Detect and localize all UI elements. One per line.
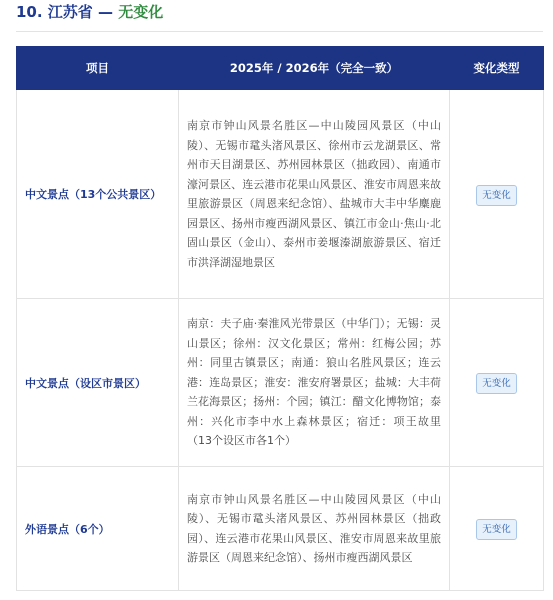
section-divider — [16, 31, 543, 32]
row-content: 南京市钟山风景名胜区—中山陵园风景区（中山陵）、无锡市鼋头渚风景区、徐州市云龙湖景区、常州市天目湖景区、苏州园林景区（拙政园）、南通市濠河景区、连云港市花果山风景区、淮安市周恩来故里旅游景区（周恩来纪念馆）、盐城市大丰中华麋鹿园景区、扬州市瘦西湖风景区、镇江市金山·焦山·北固山景区（金山）、泰州市姜堰溱湖旅游景区、宿迁市洪泽湖湿地景区 — [179, 90, 450, 299]
table-row — [17, 467, 544, 591]
table-row — [17, 90, 544, 299]
row-item-label: 中文景点（设区市景区） — [17, 299, 179, 467]
header-change-type: 变化类型 — [450, 47, 544, 90]
comparison-table — [16, 46, 544, 591]
row-change-type-cell — [450, 299, 544, 467]
section-title-province: 10. 江苏省 — [16, 3, 93, 21]
status-badge: 无变化 — [476, 519, 517, 540]
section-title-dash: — — [92, 3, 119, 21]
header-years: 2025年 / 2026年（完全一致） — [179, 47, 450, 90]
section-title-status: 无变化 — [118, 3, 164, 21]
section-title — [16, 0, 163, 24]
row-content: 南京：夫子庙·秦淮风光带景区（中华门）；无锡：灵山景区；徐州：汉文化景区；常州：红梅公园；苏州：同里古镇景区；南通：狼山名胜风景区；连云港：连岛景区；淮安：淮安府署景区；盐城：大丰荷兰花海景区；扬州：个园；镇江：醋文化博物馆；泰州：兴化市李中水上森林景区；宿迁：项王故里（13个设区市各1个） — [179, 299, 450, 467]
row-change-type-cell — [450, 90, 544, 299]
table-header-row — [17, 47, 544, 90]
status-badge: 无变化 — [476, 373, 517, 394]
row-change-type-cell — [450, 467, 544, 591]
status-badge: 无变化 — [476, 185, 517, 206]
row-item-label: 中文景点（13个公共景区） — [17, 90, 179, 299]
row-item-label: 外语景点（6个） — [17, 467, 179, 591]
table-row — [17, 299, 544, 467]
header-item: 项目 — [17, 47, 179, 90]
row-content: 南京市钟山风景名胜区—中山陵园风景区（中山陵）、无锡市鼋头渚风景区、苏州园林景区（拙政园）、连云港市花果山风景区、淮安市周恩来故里旅游景区（周恩来纪念馆）、扬州市瘦西湖风景区 — [179, 467, 450, 591]
